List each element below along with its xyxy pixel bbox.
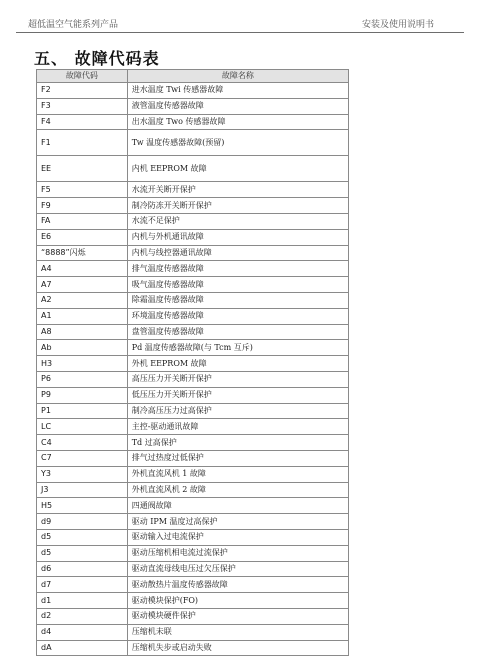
table-row	[37, 213, 349, 229]
table-row	[37, 577, 349, 593]
fault-code-cell: P9	[37, 387, 128, 403]
table-row	[37, 387, 349, 403]
fault-code-table	[36, 69, 349, 656]
fault-name-cell: 四通阀故障	[127, 498, 348, 514]
table-row	[37, 608, 349, 624]
fault-name-cell: 驱动模块保护(FO)	[127, 593, 348, 609]
table-row	[37, 593, 349, 609]
fault-code-cell: H3	[37, 356, 128, 372]
fault-code-cell: P6	[37, 371, 128, 387]
fault-name-cell: 制冷防冻开关断开保护	[127, 198, 348, 214]
fault-code-cell: d9	[37, 514, 128, 530]
fault-code-cell: C4	[37, 435, 128, 451]
fault-code-cell: J3	[37, 482, 128, 498]
fault-name-cell: 驱动压缩机相电流过流保护	[127, 545, 348, 561]
fault-code-cell: A1	[37, 308, 128, 324]
fault-code-cell: A7	[37, 277, 128, 293]
fault-name-cell: 排气温度传感器故障	[127, 261, 348, 277]
table-row	[37, 371, 349, 387]
table-row	[37, 261, 349, 277]
table-row	[37, 229, 349, 245]
table-row	[37, 182, 349, 198]
fault-code-cell: F5	[37, 182, 128, 198]
fault-name-cell: 高压压力开关断开保护	[127, 371, 348, 387]
fault-name-cell: 驱动直流母线电压过欠压保护	[127, 561, 348, 577]
fault-name-cell: 出水温度 Two 传感器故障	[127, 114, 348, 130]
table-row	[37, 498, 349, 514]
fault-code-cell: Ab	[37, 340, 128, 356]
table-row	[37, 198, 349, 214]
fault-name-cell: 外机直流风机 1 故障	[127, 466, 348, 482]
fault-name-cell: Td 过高保护	[127, 435, 348, 451]
fault-name-cell: 内机与外机通讯故障	[127, 229, 348, 245]
fault-code-cell: F9	[37, 198, 128, 214]
fault-code-cell: E6	[37, 229, 128, 245]
table-body	[37, 83, 349, 656]
fault-name-cell: 外机直流风机 2 故障	[127, 482, 348, 498]
fault-name-cell: 驱动模块硬件保护	[127, 608, 348, 624]
fault-name-cell: 压缩机失步或启动失败	[127, 640, 348, 656]
table-row	[37, 529, 349, 545]
fault-name-cell: 内机 EEPROM 故障	[127, 156, 348, 182]
fault-code-cell: LC	[37, 419, 128, 435]
header-manual-title: 安装及使用说明书	[361, 20, 434, 30]
table-row	[37, 292, 349, 308]
fault-code-cell: FA	[37, 213, 128, 229]
fault-name-cell: 液管温度传感器故障	[127, 98, 348, 114]
fault-code-cell: “8888”闪烁	[37, 245, 128, 261]
fault-code-cell: A4	[37, 261, 128, 277]
table-row	[37, 114, 349, 130]
fault-code-cell: C7	[37, 450, 128, 466]
fault-code-cell: H5	[37, 498, 128, 514]
fault-name-cell: 驱动输入过电流保护	[127, 529, 348, 545]
table-row	[37, 514, 349, 530]
fault-code-cell: d1	[37, 593, 128, 609]
fault-code-cell: d5	[37, 529, 128, 545]
table-row	[37, 435, 349, 451]
table-row	[37, 482, 349, 498]
fault-name-cell: 吸气温度传感器故障	[127, 277, 348, 293]
fault-code-cell: A2	[37, 292, 128, 308]
table-row	[37, 466, 349, 482]
table-row	[37, 308, 349, 324]
table-row	[37, 545, 349, 561]
page-header	[16, 14, 464, 33]
table-row	[37, 340, 349, 356]
fault-name-cell: 环境温度传感器故障	[127, 308, 348, 324]
fault-code-cell: F3	[37, 98, 128, 114]
fault-name-cell: 制冷高压压力过高保护	[127, 403, 348, 419]
fault-name-cell: 排气过热度过低保护	[127, 450, 348, 466]
fault-code-cell: A8	[37, 324, 128, 340]
table-row	[37, 419, 349, 435]
table-header-row	[37, 70, 349, 83]
table-row	[37, 450, 349, 466]
fault-name-cell: 低压压力开关断开保护	[127, 387, 348, 403]
fault-name-cell: 进水温度 Twi 传感器故障	[127, 83, 348, 99]
fault-code-cell: F2	[37, 83, 128, 99]
fault-name-cell: 盘管温度传感器故障	[127, 324, 348, 340]
fault-code-cell: d4	[37, 624, 128, 640]
table-row	[37, 624, 349, 640]
fault-name-cell: 主控-驱动通讯故障	[127, 419, 348, 435]
fault-code-cell: EE	[37, 156, 128, 182]
fault-code-cell: d6	[37, 561, 128, 577]
table-row	[37, 640, 349, 656]
fault-name-cell: 除霜温度传感器故障	[127, 292, 348, 308]
fault-name-cell: 压缩机未联	[127, 624, 348, 640]
table-row	[37, 277, 349, 293]
fault-code-cell: d2	[37, 608, 128, 624]
fault-name-cell: 水流不足保护	[127, 213, 348, 229]
fault-code-cell: d7	[37, 577, 128, 593]
fault-code-cell: d5	[37, 545, 128, 561]
table-row	[37, 130, 349, 156]
header-product-line: 超低温空气能系列产品	[28, 20, 119, 30]
table-row	[37, 98, 349, 114]
table-row	[37, 245, 349, 261]
fault-code-cell: P1	[37, 403, 128, 419]
fault-name-cell: Tw 温度传感器故障(预留)	[127, 130, 348, 156]
fault-code-cell: F4	[37, 114, 128, 130]
fault-name-cell: Pd 温度传感器故障(与 Tcm 互斥)	[127, 340, 348, 356]
table-row	[37, 356, 349, 372]
fault-code-cell: Y3	[37, 466, 128, 482]
section-title: 五、 故障代码表	[34, 49, 160, 68]
table-row	[37, 83, 349, 99]
column-header-code: 故障代码	[37, 70, 128, 83]
table-row	[37, 156, 349, 182]
fault-code-cell: F1	[37, 130, 128, 156]
fault-name-cell: 驱动散热片温度传感器故障	[127, 577, 348, 593]
table-row	[37, 403, 349, 419]
fault-name-cell: 外机 EEPROM 故障	[127, 356, 348, 372]
table-row	[37, 324, 349, 340]
column-header-name: 故障名称	[127, 70, 348, 83]
fault-name-cell: 水流开关断开保护	[127, 182, 348, 198]
fault-code-cell: dA	[37, 640, 128, 656]
fault-name-cell: 驱动 IPM 温度过高保护	[127, 514, 348, 530]
fault-name-cell: 内机与线控器通讯故障	[127, 245, 348, 261]
table-row	[37, 561, 349, 577]
